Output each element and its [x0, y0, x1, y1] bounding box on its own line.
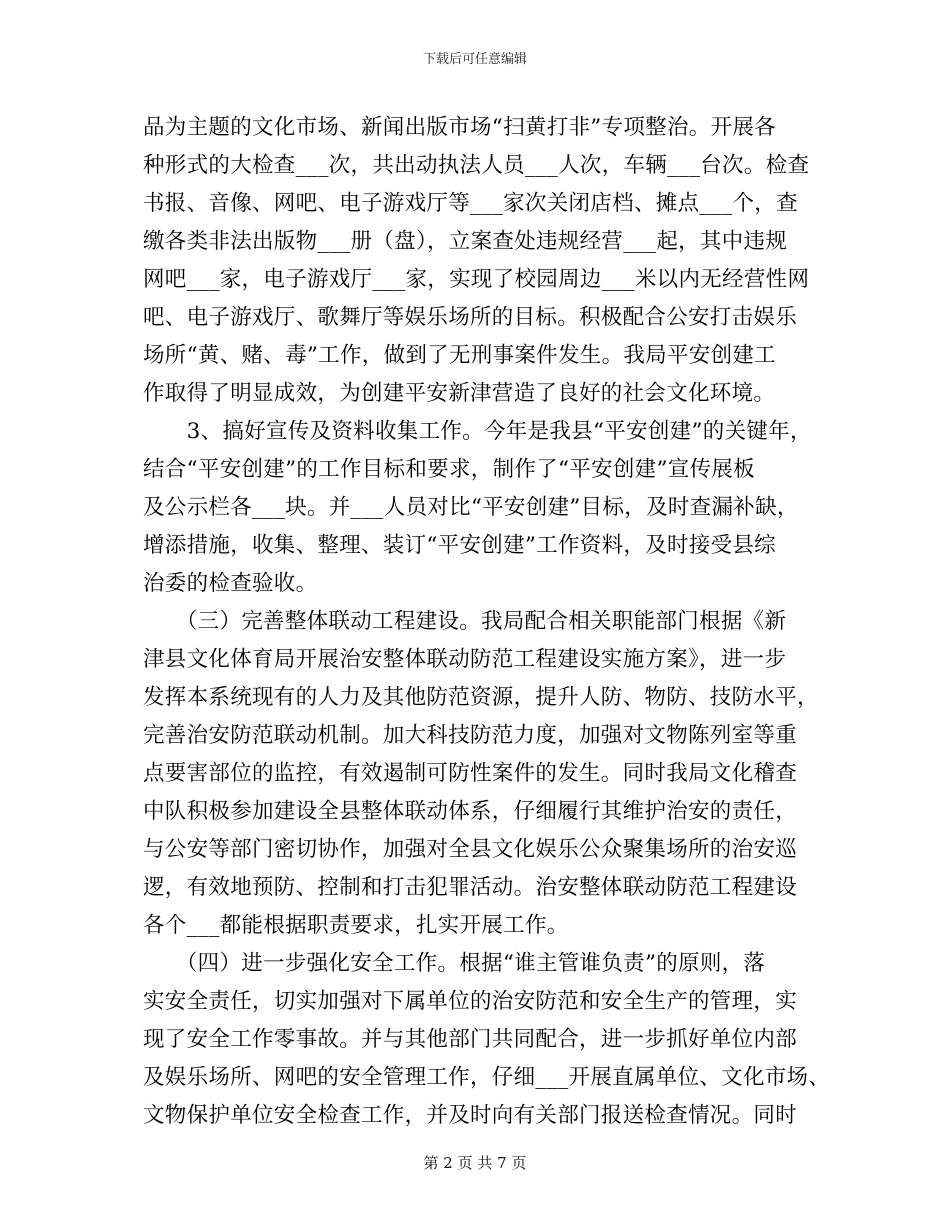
text-line: 增添措施，收集、整理、装订“平安创建”工作资料，及时接受县综 [143, 533, 776, 558]
text-line: 作取得了明显成效，为创建平安新津营造了良好的社会文化环境。 [143, 381, 776, 406]
text-line: 点要害部位的监控，有效遏制可防性案件的发生。同时我局文化稽查 [143, 761, 798, 786]
text-line: 吧、电子游戏厅、歌舞厅等娱乐场所的目标。积极配合公安打击娱乐 [143, 305, 798, 330]
text-line: （四）进一步强化安全工作。根据“谁主管谁负责”的原则，落 [143, 951, 766, 976]
text-line: 各个___都能根据职责要求，扎实开展工作。 [143, 913, 569, 938]
text-line: 逻，有效地预防、控制和打击犯罪活动。治安整体联动防范工程建设 [143, 875, 798, 900]
text-line: 及公示栏各___块。并___人员对比“平安创建”目标，及时查漏补缺， [143, 495, 799, 520]
text-line: 书报、音像、网吧、电子游戏厅等___家次关闭店档、摊点___个，查 [143, 191, 798, 216]
text-line: 与公安等部门密切协作，加强对全县文化娱乐公众聚集场所的治安巡 [143, 837, 798, 862]
text-line: 文物保护单位安全检查工作，并及时向有关部门报送检查情况。同时 [143, 1103, 798, 1128]
text-line: 3、搞好宣传及资料收集工作。今年是我县“平安创建”的关键年， [143, 419, 812, 444]
document-body [143, 109, 831, 1135]
page-number-footer: 第 2 页 共 7 页 [423, 1154, 527, 1172]
text-line: 实安全责任，切实加强对下属单位的治安防范和安全生产的管理，实 [143, 989, 798, 1014]
text-line: 现了安全工作零事故。并与其他部门共同配合，进一步抓好单位内部 [143, 1027, 798, 1052]
text-line: 场所“黄、赌、毒”工作，做到了无刑事案件发生。我局平安创建工 [143, 343, 776, 368]
text-line: 及娱乐场所、网吧的安全管理工作，仔细___开展直属单位、文化市场、 [143, 1065, 831, 1090]
page-header: 下载后可任意编辑 [422, 52, 527, 67]
text-line: 缴各类非法出版物___册（盘），立案查处违规经营___起，其中违规 [143, 229, 788, 254]
text-line: 完善治安防范联动机制。加大科技防范力度，加强对文物陈列室等重 [143, 723, 798, 748]
text-line: 治委的检查验收。 [143, 571, 318, 596]
text-line: 津县文化体育局开展治安整体联动防范工程建设实施方案》，进一步 [143, 647, 787, 672]
text-line: （三）完善整体联动工程建设。我局配合相关职能部门根据《新 [143, 609, 787, 634]
text-line: 品为主题的文化市场、新闻出版市场“扫黄打非”专项整治。开展各 [143, 115, 776, 140]
text-line: 种形式的大检查___次，共出动执法人员___人次，车辆___台次。检查 [143, 153, 810, 178]
text-line: 发挥本系统现有的人力及其他防范资源，提升人防、物防、技防水平， [143, 685, 819, 710]
text-line: 网吧___家，电子游戏厅___家，实现了校园周边___米以内无经营性网 [143, 267, 810, 292]
text-line: 中队积极参加建设全县整体联动体系，仔细履行其维护治安的责任， [143, 799, 798, 824]
text-line: 结合“平安创建”的工作目标和要求，制作了“平安创建”宣传展板 [143, 457, 755, 482]
